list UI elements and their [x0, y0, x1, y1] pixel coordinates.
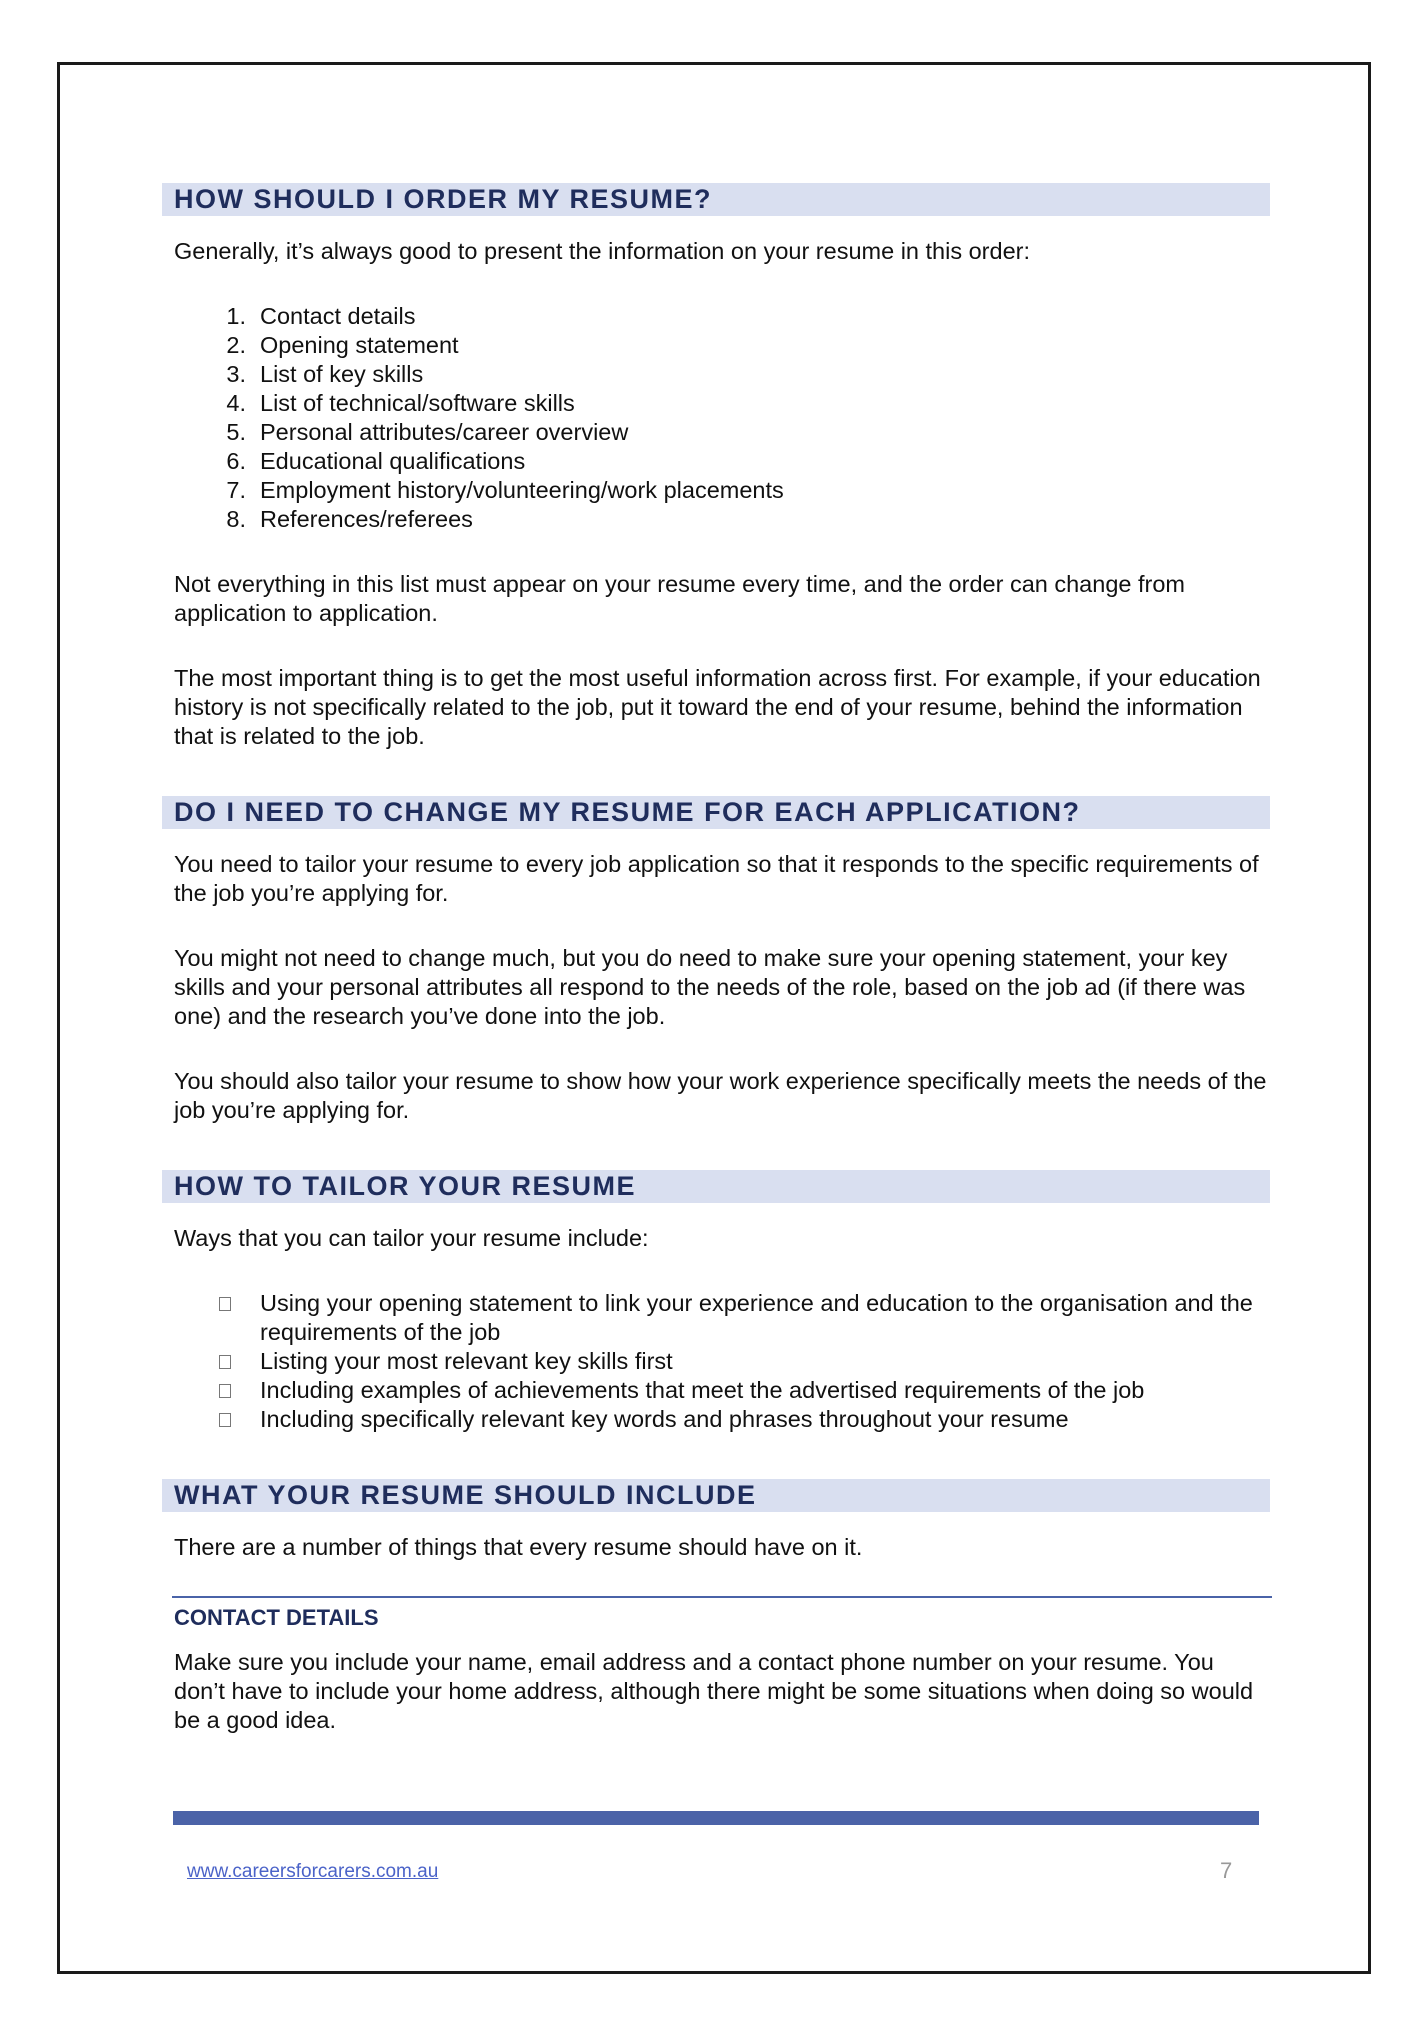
- list-item: [162, 505, 1270, 534]
- section-intro: Generally, it’s always good to present the information on your resume in this order:: [174, 238, 1031, 264]
- subheading-rule: [172, 1596, 1272, 1598]
- list-item: [162, 1347, 1270, 1376]
- list-text: List of technical/software skills: [260, 390, 575, 416]
- list-text: Personal attributes/career overview: [260, 419, 629, 445]
- list-number: 5.: [226, 419, 246, 445]
- section-heading-order: HOW SHOULD I ORDER MY RESUME?: [162, 183, 1270, 216]
- list-text: Contact details: [260, 303, 416, 329]
- list-number: 7.: [226, 477, 246, 503]
- section-heading-tailor: HOW TO TAILOR YOUR RESUME: [162, 1170, 1270, 1203]
- list-number: 1.: [226, 303, 246, 329]
- paragraph: You might not need to change much, but you do need to make sure your opening statement, your key skills and your personal attributes all respond to the needs of the role, based on the job ad (if there was one) and the research you’ve done into the job.: [174, 945, 1246, 1029]
- list-number: 6.: [226, 448, 246, 474]
- list-text: List of key skills: [260, 361, 424, 387]
- footer-website-link[interactable]: www.careersforcarers.com.au: [187, 1861, 439, 1882]
- document-content: [162, 183, 1270, 1735]
- list-text: Including examples of achievements that meet the advertised requirements of the job: [260, 1377, 1145, 1403]
- list-number: 2.: [226, 332, 246, 358]
- list-item: [162, 1289, 1270, 1347]
- checkbox-bullet-icon: [219, 1413, 231, 1427]
- list-text: Opening statement: [260, 332, 459, 358]
- footer-bar: [173, 1811, 1259, 1825]
- tailor-list: [162, 1289, 1270, 1434]
- paragraph: The most important thing is to get the most useful information across first. For example, if your education history is not specifically related to the job, put it toward the end of your resume, behind the information that is related to the job.: [174, 665, 1261, 749]
- paragraph: Make sure you include your name, email address and a contact phone number on your resume. You don’t have to include your home address, although there might be some situations when doing so would be a good idea.: [174, 1649, 1254, 1733]
- section-intro: There are a number of things that every resume should have on it.: [174, 1534, 863, 1560]
- resume-order-list: [162, 302, 1270, 534]
- list-number: 8.: [226, 506, 246, 532]
- paragraph: You need to tailor your resume to every job application so that it responds to the specific requirements of the job you’re applying for.: [174, 851, 1259, 906]
- page-number: 7: [1220, 1858, 1233, 1883]
- list-text: Educational qualifications: [260, 448, 526, 474]
- list-number: 3.: [226, 361, 246, 387]
- list-text: Using your opening statement to link your experience and education to the organisation and the requirements of the job: [260, 1290, 1253, 1345]
- checkbox-bullet-icon: [219, 1297, 231, 1311]
- list-item: [162, 447, 1270, 476]
- list-text: Employment history/volunteering/work placements: [260, 477, 784, 503]
- list-item: [162, 360, 1270, 389]
- list-text: References/referees: [260, 506, 473, 532]
- checkbox-bullet-icon: [219, 1355, 231, 1369]
- checkbox-bullet-icon: [219, 1384, 231, 1398]
- section-heading-include: WHAT YOUR RESUME SHOULD INCLUDE: [162, 1479, 1270, 1512]
- list-item: [162, 331, 1270, 360]
- list-item: [162, 476, 1270, 505]
- section-intro: Ways that you can tailor your resume include:: [174, 1225, 649, 1251]
- subheading-contact-details: CONTACT DETAILS: [174, 1605, 379, 1630]
- paragraph: You should also tailor your resume to show how your work experience specifically meets the needs of the job you’re applying for.: [174, 1068, 1267, 1123]
- list-item: [162, 418, 1270, 447]
- list-item: [162, 302, 1270, 331]
- section-heading-change: DO I NEED TO CHANGE MY RESUME FOR EACH APPLICATION?: [162, 796, 1270, 829]
- list-text: Listing your most relevant key skills first: [260, 1348, 673, 1374]
- paragraph: Not everything in this list must appear on your resume every time, and the order can change from application to application.: [174, 571, 1185, 626]
- list-item: [162, 389, 1270, 418]
- list-text: Including specifically relevant key words and phrases throughout your resume: [260, 1406, 1069, 1432]
- list-number: 4.: [226, 390, 246, 416]
- list-item: [162, 1405, 1270, 1434]
- list-item: [162, 1376, 1270, 1405]
